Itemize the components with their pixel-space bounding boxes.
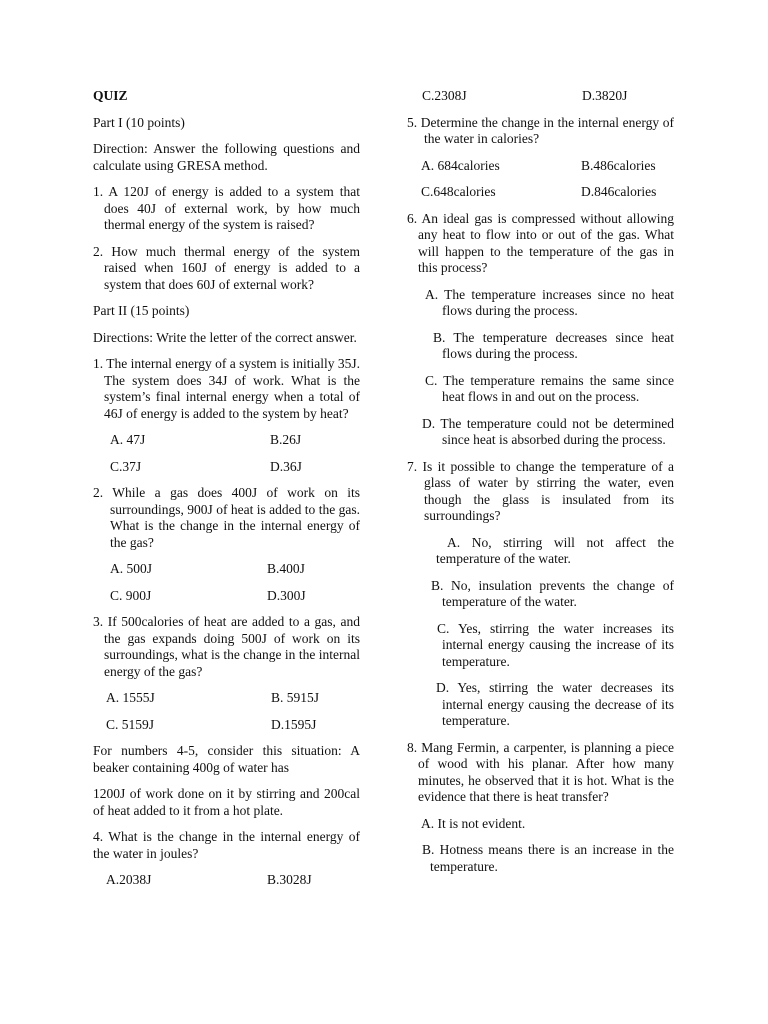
option-b: B. 5915J — [271, 690, 320, 705]
option-d: D.3820J — [582, 88, 628, 103]
situation-text-1: For numbers 4-5, consider this situation: A beaker containing 400g of water has — [93, 743, 360, 775]
question-2-options-row-1 — [93, 561, 360, 578]
option-a: A. 684calories — [421, 157, 500, 173]
part1-question-2: 2. How much thermal energy of the system raised when 160J of energy is added to a system that does 60J of external work? — [93, 243, 360, 292]
question-7: 7. Is it possible to change the temperature of a glass of water by stirring the water, even though the glass is insulated from its surroundings? — [407, 458, 674, 523]
question-6-option-d: D. The temperature could not be determined since heat is absorbed during the process. — [422, 415, 674, 447]
question-6: 6. An ideal gas is compressed without allowing any heat to flow into or out of the gas. What will happen to the temperature of the gas in this process? — [407, 210, 674, 275]
option-c: C.37J — [110, 458, 142, 474]
question-3-options-row-2 — [93, 717, 360, 734]
option-b: B.400J — [267, 561, 305, 576]
option-b: B.26J — [270, 432, 302, 447]
question-8-option-a: A. It is not evident. — [421, 815, 526, 831]
question-5-options-row-2 — [407, 184, 674, 201]
option-b: B.486calories — [581, 157, 656, 173]
left-column — [93, 88, 360, 899]
question-1-options-row-2 — [93, 459, 360, 476]
question-8-option-b: B. Hotness means there is an increase in the temperature. — [422, 842, 674, 874]
option-c: C.648calories — [421, 184, 496, 199]
question-7-option-b: B. No, insulation prevents the change of temperature of the water. — [431, 577, 674, 609]
question-6-option-a: A. The temperature increases since no heat flows during the process. — [425, 286, 674, 318]
option-a: A. 500J — [110, 561, 153, 576]
option-a: A.2038J — [106, 872, 152, 887]
question-5-options-row-1 — [407, 158, 674, 175]
question-8: 8. Mang Fermin, a carpenter, is planning a piece of wood with his planar. After how many minutes, he observed that it is hot. What is the evidence that there is heat transfer? — [407, 739, 674, 804]
question-7-option-c: C. Yes, stirring the water increases its internal energy causing the increase of its temperature. — [437, 620, 674, 669]
part2-direction: Directions: Write the letter of the correct answer. — [93, 329, 357, 345]
option-d: D.1595J — [271, 716, 317, 732]
right-column — [407, 88, 674, 885]
option-c: C.2308J — [422, 88, 467, 103]
question-1: 1. The internal energy of a system is initially 35J. The system does 34J of work. What is the system’s final internal energy when a total of 46J of energy is added to the system by heat? — [93, 356, 360, 421]
option-d: D.36J — [270, 458, 302, 474]
question-4: 4. What is the change in the internal energy of the water in joules? — [93, 829, 360, 861]
question-1-options-row-1 — [93, 432, 360, 449]
part1-heading: Part I (10 points) — [93, 114, 185, 130]
quiz-title: QUIZ — [93, 88, 128, 103]
option-a: A. 47J — [110, 432, 146, 447]
option-d: D.846calories — [581, 184, 657, 199]
part2-heading: Part II (15 points) — [93, 303, 190, 318]
option-d: D.300J — [267, 587, 306, 603]
question-7-option-a: A. No, stirring will not affect the temperature of the water. — [436, 534, 674, 566]
question-6-option-b: B. The temperature decreases since heat flows during the process. — [433, 329, 674, 361]
question-5: 5. Determine the change in the internal energy of the water in calories? — [407, 114, 674, 146]
question-4-options-row-2 — [407, 88, 674, 105]
question-6-option-c: C. The temperature remains the same since heat flows in and out on the process. — [425, 372, 674, 404]
part1-direction: Direction: Answer the following questions and calculate using GRESA method. — [93, 141, 360, 173]
option-c: C. 5159J — [106, 716, 155, 732]
option-b: B.3028J — [267, 872, 312, 887]
option-c: C. 900J — [110, 587, 152, 603]
question-7-option-d: D. Yes, stirring the water decreases its internal energy causing the decrease of its temperature. — [436, 680, 674, 728]
question-3-options-row-1 — [93, 690, 360, 707]
question-2: 2. While a gas does 400J of work on its surroundings, 900J of heat is added to the gas. What is the change in the internal energy of the gas? — [93, 485, 360, 550]
question-3: 3. If 500calories of heat are added to a gas, and the gas expands doing 500J of work on its surroundings, what is the change in the internal energy of the gas? — [93, 614, 360, 679]
part1-question-1: 1. A 120J of energy is added to a system that does 40J of external work, by how much thermal energy of the system is raised? — [93, 184, 360, 232]
situation-text-2: 1200J of work done on it by stirring and 200cal of heat added to it from a hot plate. — [93, 786, 360, 818]
option-a: A. 1555J — [106, 690, 155, 705]
question-2-options-row-2 — [93, 588, 360, 605]
question-4-options-row-1 — [93, 872, 360, 889]
